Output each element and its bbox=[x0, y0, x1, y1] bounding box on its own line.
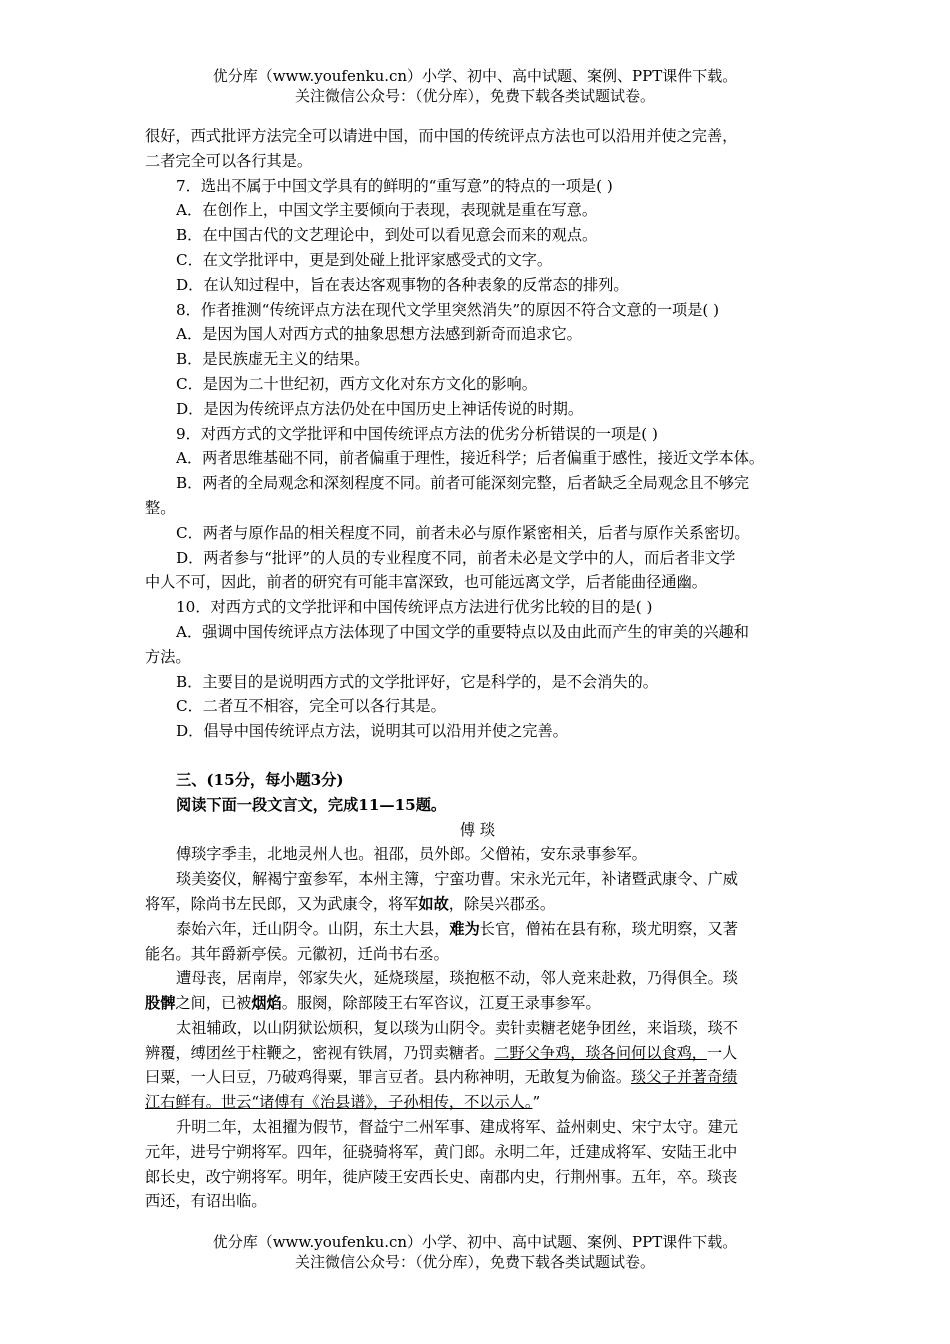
intro-line-1: 很好，西式批评方法完全可以请进中国，而中国的传统评点方法也可以沿用并使之完善， bbox=[145, 127, 738, 145]
passage-paragraph-5-line-4 bbox=[145, 1090, 810, 1115]
passage-paragraph-3-line-1 bbox=[145, 917, 810, 942]
passage-title: 傅 琰 bbox=[459, 820, 496, 839]
question-9-option-c: C．两者与原作品的相关程度不同，前者未必与原作紧密相关，后者与原作关系密切。 bbox=[176, 523, 750, 542]
passage-paragraph-5-line-2 bbox=[145, 1041, 810, 1066]
passage-paragraph-6-line-4: 西还，有诏出临。 bbox=[145, 1192, 267, 1211]
question-8-option-c: C．是因为二十世纪初，西方文化对东方文化的影响。 bbox=[176, 374, 537, 393]
question-9-option-a: A．两者思维基础不同，前者偏重于理性，接近科学；后者偏重于感性，接近文学本体。 bbox=[176, 449, 765, 468]
question-9-option-d-line-2: 中人不可，因此，前者的研究有可能丰富深致，也可能远离文学，后者能曲径通幽。 bbox=[145, 573, 707, 592]
bold-term-gubi: 股髀 bbox=[145, 994, 176, 1013]
passage-text: ” bbox=[532, 1093, 541, 1112]
section-3-instruction: 阅读下面一段文言文，完成11—15题。 bbox=[176, 795, 447, 814]
section-3-heading: 三、(15分，每小题3分) bbox=[176, 770, 344, 789]
question-7-stem: 7．选出不属于中国文学具有的鲜明的“重写意”的特点的一项是( ) bbox=[176, 176, 613, 195]
passage-paragraph-6-line-2: 元年，进号宁朔将军。四年，征骁骑将军，黄门郎。永明二年，迁建成将军、安陆王北中 bbox=[145, 1142, 738, 1161]
question-9-option-b-line-1: B．两者的全局观念和深刻程度不同。前者可能深刻完整，后者缺乏全局观念且不够完 bbox=[176, 474, 750, 493]
passage-text: 辨覆，缚团丝于柱鞭之，密视有铁屑，乃罚卖糖者。 bbox=[145, 1043, 495, 1062]
passage-text: 。服阕，除部陵王右军咨议，江夏王录事参军。 bbox=[281, 994, 601, 1013]
passage-paragraph-2-line-2 bbox=[145, 892, 810, 917]
bold-term-rugu: 如故 bbox=[418, 894, 449, 913]
passage-paragraph-1: 傅琰字季圭，北地灵州人也。祖邵，员外郎。父僧祐，安东录事参军。 bbox=[176, 845, 647, 864]
passage-text: 之间，已被 bbox=[175, 994, 252, 1013]
question-10-option-c: C．二者互不相容，完全可以各行其是。 bbox=[176, 697, 446, 716]
question-8-option-a: A．是因为国人对西方式的抽象思想方法感到新奇而追求它。 bbox=[176, 325, 582, 344]
passage-paragraph-2-line-1: 琰美姿仪，解褐宁蛮参军，本州主簿，宁蛮功曹。宋永光元年，补诸暨武康令、广威 bbox=[176, 870, 738, 889]
page-header bbox=[0, 66, 950, 106]
question-10-option-a-line-1: A．强调中国传统评点方法体现了中国文学的重要特点以及由此而产生的审美的兴趣和 bbox=[176, 622, 749, 641]
passage-paragraph-5-line-3 bbox=[145, 1065, 810, 1090]
question-8-option-d: D．是因为传统评点方法仍处在中国历史上神话传说的时期。 bbox=[176, 399, 584, 418]
passage-paragraph-6-line-1: 升明二年，太祖擢为假节，督益宁二州军事、建成将军、益州刺史、宋宁太守。建元 bbox=[176, 1118, 738, 1137]
question-10-option-b: B．主要目的是说明西方式的文学批评好，它是科学的，是不会消失的。 bbox=[176, 672, 658, 691]
question-7-option-c: C．在文学批评中，更是到处碰上批评家感受式的文字。 bbox=[176, 250, 553, 269]
intro-line-2: 二者完全可以各行其是。 bbox=[145, 151, 313, 170]
passage-paragraph-4-line-1: 遭母丧，居南岸，邻家失火，延烧琰屋，琰抱柩不动，邻人竞来赴救，乃得俱全。琰 bbox=[176, 969, 738, 988]
header-line-2: 关注微信公众号：（优分库），免费下载各类试题试卷。 bbox=[294, 87, 655, 105]
passage-text: ，除吴兴郡丞。 bbox=[448, 894, 556, 913]
section-gap bbox=[145, 744, 810, 768]
question-7-option-d: D．在认知过程中，旨在表达客观事物的各种表象的反常态的排列。 bbox=[176, 275, 629, 294]
question-10-option-a-line-2: 方法。 bbox=[145, 647, 191, 666]
question-8-stem: 8．作者推测“传统评点方法在现代文学里突然消失”的原因不符合文意的一项是( ) bbox=[176, 300, 720, 319]
passage-text: 长官，僧祐在县有称，琰尤明察，又著 bbox=[479, 919, 738, 938]
question-10-option-d: D．倡导中国传统评点方法，说明其可以沿用并使之完善。 bbox=[176, 722, 568, 741]
passage-text: 一人 bbox=[706, 1043, 738, 1062]
passage-paragraph-5-line-1: 太祖辅政，以山阴狱讼烦积，复以琰为山阴令。卖针卖糖老姥争团丝，来诣琰，琰不 bbox=[176, 1018, 738, 1037]
question-7-option-b: B．在中国古代的文艺理论中，到处可以看见意会而来的观点。 bbox=[176, 226, 598, 245]
passage-paragraph-3-line-2: 能名。其年爵新亭侯。元徽初，迁尚书右丞。 bbox=[145, 944, 449, 963]
passage-text: 曰粟，一人曰豆，乃破鸡得粟，罪言豆者。县内称神明，无敢复为偷盗。 bbox=[145, 1068, 631, 1087]
question-10-stem: 10．对西方式的文学批评和中国传统评点方法进行优劣比较的目的是( ) bbox=[176, 598, 653, 617]
question-9-option-b-line-2: 整。 bbox=[145, 498, 176, 517]
underlined-sentence-1: 二野父争鸡，琰各问何以食鸡， bbox=[494, 1043, 707, 1062]
bold-term-yanyan: 烟焰 bbox=[251, 994, 282, 1013]
underlined-sentence-2-part-1: 琰父子并著奇绩 bbox=[631, 1068, 738, 1087]
question-8-option-b: B．是民族虚无主义的结果。 bbox=[176, 350, 370, 369]
question-9-stem: 9．对西方式的文学批评和中国传统评点方法的优劣分析错误的一项是( ) bbox=[176, 424, 658, 443]
underlined-sentence-2-part-2: 江右鲜有。世云“诸傅有《治县谱》，子孙相传，不以示人。 bbox=[145, 1093, 533, 1112]
document-body bbox=[145, 124, 810, 1214]
passage-text: 将军，除尚书左民郎，又为武康令，将军 bbox=[145, 894, 419, 913]
passage-text: 泰始六年，迁山阴令。山阴，东土大县， bbox=[176, 919, 450, 938]
footer-line-1: 优分库（www.youfenku.cn）小学、初中、高中试题、案例、PPT课件下载。 bbox=[212, 1233, 738, 1251]
page-footer bbox=[0, 1232, 950, 1272]
footer-line-2: 关注微信公众号：（优分库），免费下载各类试题试卷。 bbox=[294, 1253, 655, 1271]
question-7-option-a: A．在创作上，中国文学主要倾向于表现，表现就是重在写意。 bbox=[176, 201, 598, 220]
bold-term-nanwei: 难为 bbox=[449, 919, 480, 938]
header-line-1: 优分库（www.youfenku.cn）小学、初中、高中试题、案例、PPT课件下载。 bbox=[212, 67, 738, 85]
passage-paragraph-4-line-2 bbox=[145, 991, 810, 1016]
question-9-option-d-line-1: D．两者参与“批评”的人员的专业程度不同，前者未必是文学中的人，而后者非文学 bbox=[176, 548, 736, 567]
passage-paragraph-6-line-3: 郎长史，改宁朔将军。明年，徙庐陵王安西长史、南郡内史，行荆州事。五年，卒。琰丧 bbox=[145, 1167, 738, 1186]
